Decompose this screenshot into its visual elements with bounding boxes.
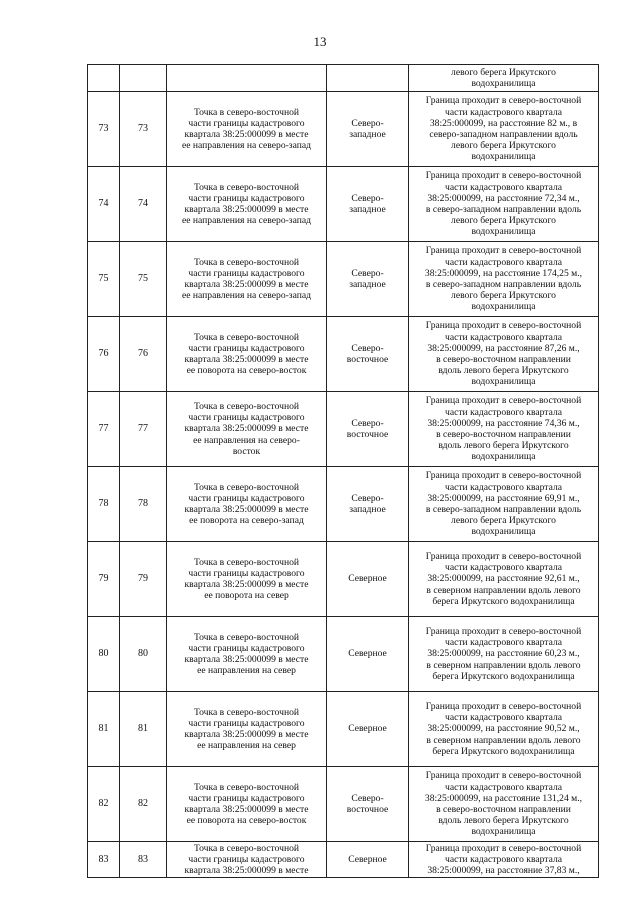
point-description-cell xyxy=(167,467,327,542)
page-number: 13 xyxy=(313,34,327,49)
direction-text: Северо- западное xyxy=(349,192,386,215)
point-id-cell xyxy=(120,65,167,92)
direction-cell xyxy=(327,692,409,767)
boundary-description-cell xyxy=(409,392,599,467)
point-number-cell xyxy=(88,467,120,542)
point-id-cell xyxy=(120,92,167,167)
point-description-cell xyxy=(167,692,327,767)
point-number-text: 78 xyxy=(98,498,109,510)
boundary-description-cell xyxy=(409,767,599,842)
direction-text: Северо- восточное xyxy=(346,792,389,815)
point-id-text: 82 xyxy=(138,798,148,810)
direction-cell xyxy=(327,317,409,392)
direction-cell xyxy=(327,242,409,317)
point-description-text: Точка в северо-восточной части границы кадастрового квартала 38:25:000099 в месте ее поворота на север xyxy=(184,556,309,602)
table-row xyxy=(88,467,599,542)
direction-cell xyxy=(327,65,409,92)
point-number-text: 73 xyxy=(98,123,109,135)
point-description-cell xyxy=(167,767,327,842)
point-id-text: 74 xyxy=(138,198,148,210)
point-number-text: 79 xyxy=(98,573,109,585)
point-number-cell xyxy=(88,692,120,767)
boundary-text: левого берега Иркутского водохранилища xyxy=(451,66,556,89)
point-description-cell xyxy=(167,242,327,317)
boundary-description-text: Граница проходит в северо-восточной части кадастрового квартала 38:25:000099, на расстояние 37,83 м., xyxy=(425,842,582,877)
direction-text: Северо- восточное xyxy=(346,417,389,440)
table-row xyxy=(88,167,599,242)
point-id-cell xyxy=(120,767,167,842)
direction-cell xyxy=(327,617,409,692)
point-number-text: 75 xyxy=(98,273,109,285)
boundary-description-text: Граница проходит в северо-восточной части кадастрового квартала 38:25:000099, на расстояние 87,26 м., в северо-восточном направлении вдоль левого берега Иркутского водохранилища xyxy=(425,320,582,388)
boundary-description-cell xyxy=(409,542,599,617)
direction-text: Северное xyxy=(348,723,387,735)
direction-text: Северо- западное xyxy=(349,117,386,140)
direction-text: Северное xyxy=(348,573,387,585)
point-description-text: Точка в северо-восточной части границы кадастрового квартала 38:25:000099 в месте ее направления на север xyxy=(184,631,309,677)
point-number-cell xyxy=(88,542,120,617)
table-row-continued xyxy=(88,65,599,92)
boundary-description-cell xyxy=(409,692,599,767)
point-number-text: 83 xyxy=(98,853,109,865)
point-description-text: Точка в северо-восточной части границы кадастрового квартала 38:25:000099 в месте ее поворота на северо-восток xyxy=(184,781,309,827)
direction-cell xyxy=(327,92,409,167)
table-body xyxy=(88,65,599,878)
point-number-text: 76 xyxy=(98,348,109,360)
table-row xyxy=(88,92,599,167)
direction-cell xyxy=(327,542,409,617)
boundary-description-text: Граница проходит в северо-восточной части кадастрового квартала 38:25:000099, на расстояние 174,25 м., в северо-западном направлении вдоль левого берега Иркутского водохранилища xyxy=(424,245,583,313)
point-id-cell xyxy=(120,467,167,542)
direction-text: Северное xyxy=(348,648,387,660)
direction-cell xyxy=(327,167,409,242)
point-description-text: Точка в северо-восточной части границы кадастрового квартала 38:25:000099 в месте ее поворота на северо-восток xyxy=(184,331,309,377)
point-number-cell xyxy=(88,617,120,692)
direction-cell xyxy=(327,842,409,878)
point-description-text: Точка в северо-восточной части границы кадастрового квартала 38:25:000099 в месте ее поворота на северо-запад xyxy=(184,481,309,527)
boundary-description-cell xyxy=(409,242,599,317)
point-number-cell xyxy=(88,167,120,242)
point-id-text: 80 xyxy=(138,648,148,660)
boundary-description-text: Граница проходит в северо-восточной части кадастрового квартала 38:25:000099, на расстояние 82 м., в северо-западном направлении вдоль левого берега Иркутского водохранилища xyxy=(425,95,582,163)
point-id-cell xyxy=(120,167,167,242)
point-id-text: 77 xyxy=(138,423,148,435)
point-number-text: 80 xyxy=(98,648,109,660)
point-description-text: Точка в северо-восточной части границы кадастрового квартала 38:25:000099 в месте xyxy=(184,842,309,877)
point-number-cell xyxy=(88,767,120,842)
direction-text: Северо- восточное xyxy=(346,342,389,365)
boundary-description-cell xyxy=(409,617,599,692)
point-number-text: 74 xyxy=(98,198,109,210)
table-row xyxy=(88,542,599,617)
point-id-cell xyxy=(120,617,167,692)
boundary-description-text: Граница проходит в северо-восточной части кадастрового квартала 38:25:000099, на расстояние 90,52 м., в северном направлении вдоль левого берега Иркутского водохранилища xyxy=(425,700,582,757)
point-number-cell xyxy=(88,65,120,92)
point-description-text: Точка в северо-восточной части границы кадастрового квартала 38:25:000099 в месте ее направления на северо-запад xyxy=(181,256,312,302)
point-description-cell xyxy=(167,392,327,467)
boundary-description-text: Граница проходит в северо-восточной части кадастрового квартала 38:25:000099, на расстояние 131,24 м., в северо-восточном направлении вдоль левого берега Иркутского водохранилища xyxy=(424,770,583,838)
table-row xyxy=(88,617,599,692)
boundary-points-table xyxy=(87,64,599,878)
direction-cell xyxy=(327,767,409,842)
point-number-cell xyxy=(88,317,120,392)
boundary-description-cell xyxy=(409,167,599,242)
boundary-description-cell xyxy=(409,467,599,542)
point-id-cell xyxy=(120,317,167,392)
boundary-description-cell xyxy=(409,317,599,392)
table-row xyxy=(88,842,599,878)
direction-text: Северо- западное xyxy=(349,492,386,515)
point-id-text: 79 xyxy=(138,573,148,585)
point-id-cell xyxy=(120,392,167,467)
point-description-text: Точка в северо-восточной части границы кадастрового квартала 38:25:000099 в месте ее направления на северо- восток xyxy=(184,400,309,457)
direction-text: Северное xyxy=(348,853,387,865)
boundary-description-text: Граница проходит в северо-восточной части кадастрового квартала 38:25:000099, на расстояние 72,34 м., в северо-западном направлении вдоль левого берега Иркутского водохранилища xyxy=(425,170,582,238)
table-row xyxy=(88,767,599,842)
point-id-text: 78 xyxy=(138,498,148,510)
point-id-text: 75 xyxy=(138,273,148,285)
point-id-text: 73 xyxy=(138,123,148,135)
table-row xyxy=(88,317,599,392)
point-number-cell xyxy=(88,92,120,167)
boundary-description-cell xyxy=(409,92,599,167)
boundary-description-text: Граница проходит в северо-восточной части кадастрового квартала 38:25:000099, на расстояние 69,91 м., в северо-западном направлении вдоль левого берега Иркутского водохранилища xyxy=(425,470,582,538)
point-description-text: Точка в северо-восточной части границы кадастрового квартала 38:25:000099 в месте ее направления на север xyxy=(184,706,309,752)
point-number-cell xyxy=(88,392,120,467)
point-id-text: 76 xyxy=(138,348,148,360)
boundary-description-cell xyxy=(409,842,599,878)
table-row xyxy=(88,692,599,767)
point-description-cell xyxy=(167,317,327,392)
point-description-cell xyxy=(167,65,327,92)
point-id-cell xyxy=(120,842,167,878)
boundary-description-cell xyxy=(409,65,599,92)
point-description-text: Точка в северо-восточной части границы кадастрового квартала 38:25:000099 в месте ее направления на северо-запад xyxy=(181,106,312,152)
direction-cell xyxy=(327,392,409,467)
point-number-text: 82 xyxy=(98,798,109,810)
boundary-description-text: Граница проходит в северо-восточной части кадастрового квартала 38:25:000099, на расстояние 60,23 м., в северном направлении вдоль левого берега Иркутского водохранилища xyxy=(425,625,582,682)
boundary-description-text: Граница проходит в северо-восточной части кадастрового квартала 38:25:000099, на расстояние 74,36 м., в северо-восточном направлении вдоль левого берега Иркутского водохранилища xyxy=(425,395,582,463)
direction-cell xyxy=(327,467,409,542)
point-number-cell xyxy=(88,842,120,878)
boundary-description-text: Граница проходит в северо-восточной части кадастрового квартала 38:25:000099, на расстояние 92,61 м., в северном направлении вдоль левого берега Иркутского водохранилища xyxy=(425,550,582,607)
point-id-text: 83 xyxy=(138,853,148,865)
point-number-cell xyxy=(88,242,120,317)
direction-text: Северо- западное xyxy=(349,267,386,290)
point-description-text: Точка в северо-восточной части границы кадастрового квартала 38:25:000099 в месте ее направления на северо-запад xyxy=(181,181,312,227)
table-row xyxy=(88,392,599,467)
point-description-cell xyxy=(167,617,327,692)
point-id-cell xyxy=(120,542,167,617)
point-id-text: 81 xyxy=(138,723,148,735)
point-number-text: 77 xyxy=(98,423,109,435)
point-description-cell xyxy=(167,167,327,242)
table-row xyxy=(88,242,599,317)
point-id-cell xyxy=(120,242,167,317)
point-number-text: 81 xyxy=(98,723,109,735)
point-description-cell xyxy=(167,542,327,617)
point-description-cell xyxy=(167,92,327,167)
point-description-cell xyxy=(167,842,327,878)
point-id-cell xyxy=(120,692,167,767)
